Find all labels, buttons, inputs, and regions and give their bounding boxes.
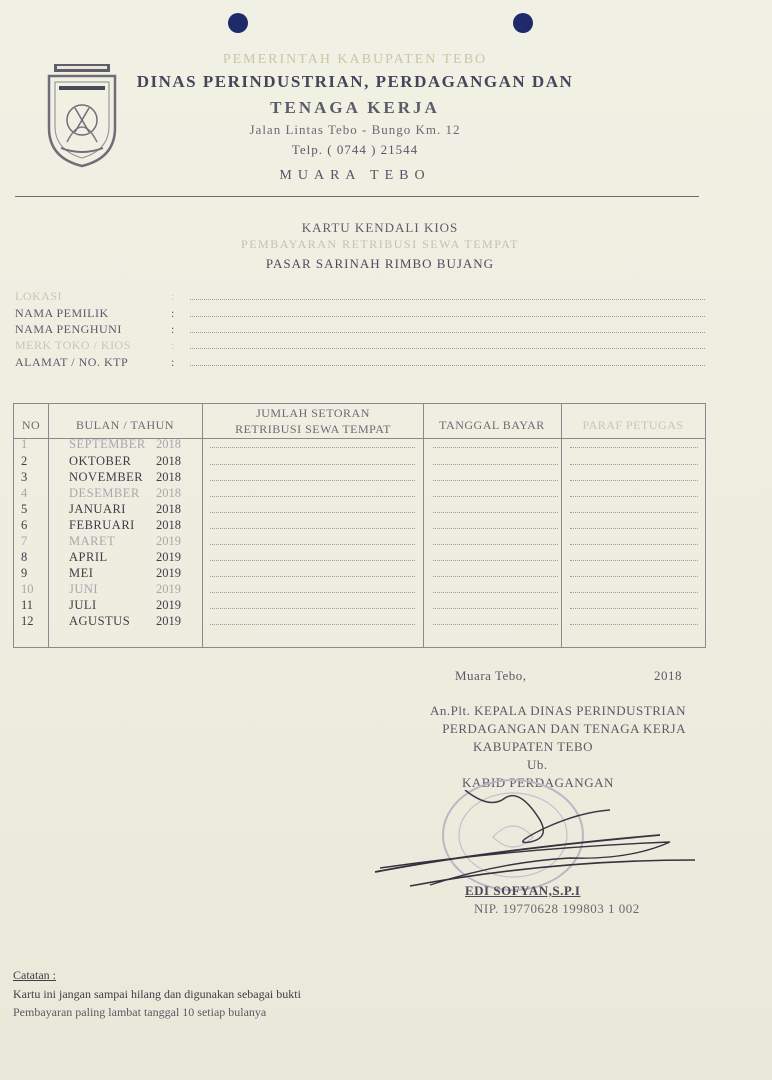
table-row: 3 NOVEMBER 2018 xyxy=(13,470,706,486)
table-row: 12 AGUSTUS 2019 xyxy=(13,614,706,630)
header-address: Jalan Lintas Tebo - Bungo Km. 12 xyxy=(249,122,461,137)
field-alamat-ktp: ALAMAT / NO. KTP : xyxy=(15,355,705,371)
header-government: PEMERINTAH KABUPATEN TEBO xyxy=(222,52,488,67)
header-phone: Telp. ( 0744 ) 21544 xyxy=(291,142,419,157)
notes-line-2: Pembayaran paling lambat tanggal 10 setiap bulanya xyxy=(13,1005,267,1019)
table-row: 9 MEI 2019 xyxy=(13,566,706,582)
notes-line-1: Kartu ini jangan sampai hilang dan digunakan sebagai bukti xyxy=(13,987,301,1001)
signatory-name: EDI SOFYAN,S.P.I xyxy=(465,883,581,898)
table-row: 8 APRIL 2019 xyxy=(13,550,706,566)
field-merk-toko: MERK TOKO / KIOS : xyxy=(15,338,705,354)
header-divider xyxy=(15,196,699,197)
table-row: 11 JULI 2019 xyxy=(13,598,706,614)
card-subtitle: PEMBAYARAN RETRIBUSI SEWA TEMPAT xyxy=(241,237,519,251)
field-lokasi: LOKASI : xyxy=(15,289,705,305)
notes-heading: Catatan : xyxy=(13,968,56,982)
table-row: 5 JANUARI 2018 xyxy=(13,502,706,518)
signatory-title-2: PERDAGANGAN DAN TENAGA KERJA xyxy=(442,721,686,736)
col-header-deposit: JUMLAH SETORAN RETRIBUSI SEWA TEMPAT xyxy=(235,406,391,436)
payment-table xyxy=(13,403,706,648)
table-row: 6 FEBRUARI 2018 xyxy=(13,518,706,534)
col-header-officer-initials: PARAF PETUGAS xyxy=(582,418,684,432)
regency-emblem xyxy=(45,62,119,168)
binder-hole-left xyxy=(228,13,248,33)
header-city: MUARA TEBO xyxy=(279,168,431,183)
field-nama-pemilik: NAMA PEMILIK : xyxy=(15,306,705,322)
card-title: KARTU KENDALI KIOS xyxy=(301,220,459,235)
signatory-position: KABID PERDAGANGAN xyxy=(462,775,614,790)
date-year: 2018 xyxy=(654,668,682,683)
header-agency-name: DINAS PERINDUSTRIAN, PERDAGANGAN DAN xyxy=(136,72,574,91)
place-label: Muara Tebo, xyxy=(455,668,527,683)
table-row: 2 OKTOBER 2018 xyxy=(13,454,706,470)
header-agency-name-cont: TENAGA KERJA xyxy=(270,98,440,117)
market-name: PASAR SARINAH RIMBO BUJANG xyxy=(265,256,495,271)
field-nama-penghuni: NAMA PENGHUNI : xyxy=(15,322,705,338)
signatory-nip: NIP. 19770628 199803 1 002 xyxy=(474,901,640,916)
table-row: 4 DESEMBER 2018 xyxy=(13,486,706,502)
table-row: 7 MARET 2019 xyxy=(13,534,706,550)
signatory-ub: Ub. xyxy=(527,757,548,772)
binder-hole-right xyxy=(513,13,533,33)
signatory-title-3: KABUPATEN TEBO xyxy=(473,739,594,754)
col-header-payment-date: TANGGAL BAYAR xyxy=(439,418,545,432)
table-row: 1 SEPTEMBER 2018 xyxy=(13,437,706,453)
table-row: 10 JUNI 2019 xyxy=(13,582,706,598)
col-header-month-year: BULAN / TAHUN xyxy=(76,418,174,432)
col-header-no: NO xyxy=(21,418,41,432)
signatory-title-1: An.Plt. KEPALA DINAS PERINDUSTRIAN xyxy=(430,703,686,718)
